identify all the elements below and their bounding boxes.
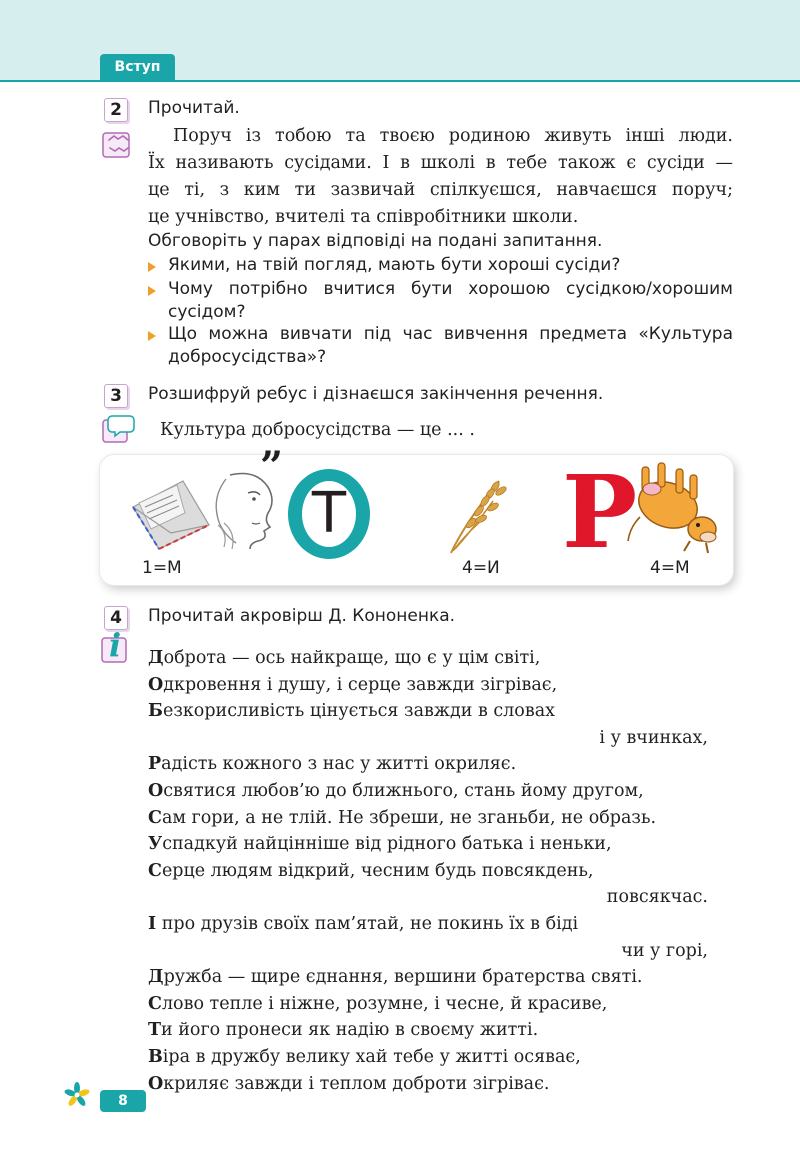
poem-line (148, 754, 516, 774)
bullet-marker (148, 331, 156, 341)
poem-line-text: криляє завжди і теплом доброти зігріває. (163, 1073, 550, 1094)
task2-instruction: Прочитай. (148, 98, 240, 118)
poem-line-text: ружба — щире єднання, вершини братерства святі. (163, 967, 643, 988)
rebus-letter-t: Т (311, 481, 347, 546)
bullet-marker (148, 262, 156, 272)
section-tab: Вступ (100, 54, 175, 81)
page-number: 8 (100, 1090, 146, 1112)
poem-line-text: езкорисливість цінується завжди в словах (162, 701, 555, 722)
task3-sentence: Культура добросусідства — це ... . (160, 420, 475, 440)
info-icon: i (100, 632, 130, 662)
poem-line (148, 781, 644, 801)
poem-line-text: святися любов’ю до ближнього, стань йому другом, (163, 781, 644, 801)
poem-line (148, 648, 540, 668)
poem-line-continuation: повсякчас. (606, 887, 708, 908)
rebus-label-2: 4=И (462, 558, 500, 578)
speech-bubble-icon (100, 412, 136, 444)
poem-line-text: ерце людям відкрий, чесним будь повсякдень, (161, 860, 594, 881)
task-number-4: 4 (104, 606, 128, 630)
acrostic-letter: У (148, 834, 163, 855)
poem-line-text: ам гори, а не тлій. Не збреши, не зганьби, не образь. (161, 807, 657, 828)
task2-paragraph-line-2: Їх називають сусідами. І в школі в тебе також є сусіди — (148, 153, 733, 173)
upside-down-cow-icon (620, 459, 720, 559)
task2-paragraph-line-1: Поруч із тобою та твоєю родиною живуть інші люди. (173, 126, 733, 146)
flower-logo-icon (64, 1082, 90, 1108)
acrostic-letter: С (148, 993, 162, 1014)
task-number-2: 2 (104, 98, 128, 122)
poem-line-text: лово тепле і ніжне, розумне, і чесне, й красиве, (161, 993, 608, 1014)
rebus-letter-r: Р (562, 453, 638, 571)
rebus-panel (100, 443, 733, 585)
poem-line-text: про друзів своїх пам’ятай, не покинь їх в біді (156, 914, 579, 934)
acrostic-letter: В (148, 1047, 163, 1067)
wheat-icon (445, 469, 509, 557)
poem-line (148, 701, 555, 721)
acrostic-letter: С (148, 860, 162, 881)
question-2-line-1: Чому потрібно вчитися бути хорошою сусідкою/хорошим (168, 279, 733, 299)
question-3-line-1: Що можна вивчати під час вивчення предмета «Культура (168, 324, 733, 344)
rebus-label-3: 4=М (650, 558, 690, 578)
acrostic-letter: С (148, 807, 162, 828)
acrostic-letter: О (148, 674, 164, 695)
acrostic-letter: Т (148, 1020, 162, 1041)
poem-line (148, 1047, 581, 1067)
task2-discussion: Обговоріть у парах відповіді на подані запитання. (148, 231, 603, 251)
poem-line-text: и його пронеси як надію в своєму житті. (161, 1020, 539, 1041)
poem-line-text: оброта — ось найкраще, що є у цім світі, (163, 648, 541, 668)
task4-instruction: Прочитай акровірш Д. Кононенка. (148, 606, 456, 626)
poem-line (148, 994, 607, 1014)
task3-instruction: Розшифруй ребус і дізнаєшся закінчення речення. (148, 384, 604, 404)
poem-line-text: іра в дружбу велику хай тебе у житті осяває, (162, 1047, 581, 1067)
acrostic-letter: Р (148, 754, 162, 775)
poem-line (148, 914, 578, 934)
poem-line (148, 808, 656, 828)
acrostic-letter: І (148, 914, 157, 934)
pair-work-icon (100, 128, 136, 160)
rebus-quote-mark: ” (260, 443, 281, 490)
question-2-line-2: сусідом? (168, 302, 246, 322)
acrostic-letter: О (148, 1073, 164, 1094)
acrostic-letter: Д (148, 648, 164, 668)
rebus-teal-circle (288, 469, 370, 559)
poem-line-continuation: і у вчинках, (599, 727, 708, 748)
question-1: Якими, на твій погляд, мають бути хороші сусіди? (168, 255, 621, 275)
poem-line-text: адість кожного з нас у житті окриляє. (161, 754, 517, 775)
envelope-icon (125, 473, 215, 551)
poem-line-continuation: чи у горі, (621, 940, 708, 961)
poem-line (148, 967, 643, 987)
task2-paragraph-line-3: це ті, з ким ти зазвичай спілкуєшся, навчаєшся поруч; (148, 180, 733, 200)
acrostic-letter: О (148, 781, 164, 801)
poem-line-text: спадкуй найцінніше від рідного батька і неньки, (162, 834, 612, 855)
question-3-line-2: добросусідства»? (168, 347, 327, 367)
task2-paragraph-line-4: це учнівство, вчителі та співробітники школи. (148, 207, 579, 227)
poem-line (148, 861, 593, 881)
poem-line (148, 1074, 549, 1094)
acrostic-letter: Д (148, 967, 164, 988)
bullet-marker (148, 286, 156, 296)
poem-line (148, 834, 612, 854)
poem-line (148, 1020, 538, 1040)
poem-line-text: дкровення і душу, і серце завжди зігріває, (163, 674, 558, 695)
rebus-label-1: 1=М (142, 558, 182, 578)
acrostic-letter: Б (148, 701, 163, 722)
task-number-3: 3 (104, 384, 128, 408)
poem-line (148, 675, 557, 695)
